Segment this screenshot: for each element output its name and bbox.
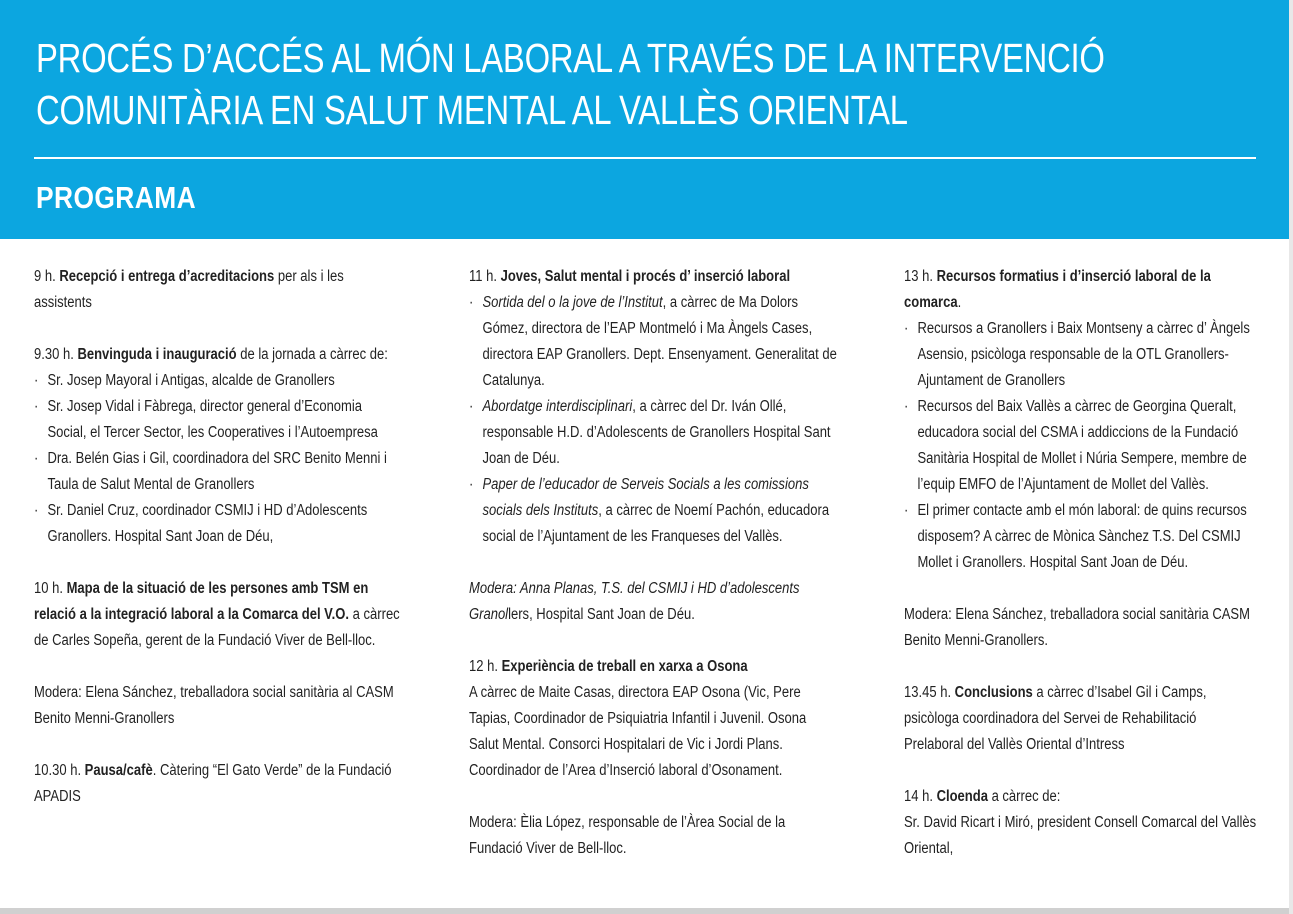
section-title: PROGRAMA (36, 180, 197, 215)
program-column-1 (34, 264, 474, 836)
list-item: · Sr. Daniel Cruz, coordinador CSMIJ i HD d’Adolescents Granollers. Hospital Sant Joan de Déu, (34, 498, 404, 550)
item-text: . Càtering “El Gato Verde” de la Fundació APADIS (34, 762, 392, 805)
page-header (0, 0, 1289, 239)
program-item (904, 784, 1257, 862)
item-title: Conclusions (954, 684, 1033, 701)
program-item (34, 342, 404, 550)
page-title: PROCÉS D’ACCÉS AL MÓN LABORAL A TRAVÉS DE LA INTERVENCIÓ COMUNITÀRIA EN SALUT MENTAL AL VALLÈS ORIENTAL (36, 35, 1105, 133)
item-text: a càrrec de: (987, 788, 1061, 805)
list-item: · El primer contacte amb el món laboral: de quins recursos disposem? A càrrec de Mònica Sànchez T.S. Del CSMIJ Mollet i Granollers. Hospital Sant Joan de Déu. (904, 498, 1257, 576)
talk-title: Abordatge interdisciplinari (482, 398, 633, 415)
item-time: 13.45 h. (904, 684, 955, 701)
list-item: · Dra. Belén Gias i Gil, coordinadora del SRC Benito Menni i Taula de Salut Mental de Granollers (34, 446, 404, 498)
moderator-note: Modera: Èlia López, responsable de l’Àrea Social de la Fundació Viver de Bell-lloc. (469, 814, 786, 857)
talk-speaker: , a càrrec de Ma Dolors Gómez, directora de l’EAP Montmeló i Ma Àngels Cases, directora EAP Granollers. Dept. Ensenyament. Generalitat de Catalunya. (482, 294, 837, 389)
page-edge (1289, 0, 1293, 914)
item-title: Cloenda (936, 788, 988, 805)
item-title: Pausa/cafè (84, 762, 153, 779)
item-title: Experiència de treball en xarxa a Osona (501, 658, 748, 675)
item-time: 9 h. (34, 268, 60, 285)
list-item (469, 394, 839, 472)
list-item: · Recursos a Granollers i Baix Montseny a càrrec d’ Àngels Asensio, psicòloga responsable de la OTL Granollers-Ajuntament de Granollers (904, 316, 1257, 394)
program-column-3 (904, 264, 1293, 888)
item-text: a càrrec de Carles Sopeña, gerent de la Fundació Viver de Bell-lloc. (34, 606, 400, 649)
moderator-note: Modera: Elena Sánchez, treballadora social sanitària CASM Benito Menni-Granollers. (904, 606, 1250, 649)
talk-speaker: , a càrrec del Dr. Iván Ollé, responsable H.D. d’Adolescents de Granollers Hospital Sant Joan de Déu. (482, 398, 831, 467)
speaker-list (34, 368, 404, 550)
program-column-2 (469, 264, 909, 888)
talk-title: Paper de l’educador de Serveis Socials a les comissions socials dels Instituts (482, 476, 809, 519)
talk-speaker: , a càrrec de Noemí Pachón, educadora social de l’Ajuntament de les Franqueses del Vallès. (482, 502, 830, 545)
program-item (34, 758, 404, 810)
item-text: A càrrec de Maite Casas, directora EAP Osona (Vic, Pere Tapias, Coordinador de Psiquiatria Infantil i Juvenil. Osona Salut Mental. Consorci Hospitalari de Vic i Jordi Plans. Coordinador de l’Area d’Inserció laboral d’Osonament. (469, 684, 807, 779)
item-time: 10 h. (34, 580, 67, 597)
item-text: Sr. David Ricart i Miró, president Consell Comarcal del Vallès Oriental, (904, 814, 1257, 857)
horizontal-scrollbar[interactable] (0, 908, 1289, 914)
item-time: 14 h. (904, 788, 937, 805)
item-time: 11 h. (469, 268, 501, 285)
item-title: Benvinguda i inauguració (77, 346, 237, 363)
item-title: Recursos formatius i d’inserció laboral de la comarca (904, 268, 1211, 311)
program-item (469, 264, 839, 550)
item-time: 12 h. (469, 658, 502, 675)
program-item (469, 654, 839, 784)
talk-title: Sortida del o la jove de l’Institut (482, 294, 663, 311)
list-item (469, 472, 839, 550)
item-time: 9.30 h. (34, 346, 78, 363)
item-text: a càrrec d’Isabel Gil i Camps, psicòloga coordinadora del Servei de Rehabilitació Prelaboral del Vallès Oriental d’Intress (904, 684, 1207, 753)
program-item (904, 680, 1257, 758)
list-item: · Sr. Josep Vidal i Fàbrega, director general d’Economia Social, el Tercer Sector, les Cooperatives i l’Autoempresa (34, 394, 404, 446)
header-divider (34, 157, 1256, 159)
item-title: Mapa de la situació de les persones amb TSM en relació a la integració laboral a la Comarca del V.O. (34, 580, 369, 623)
moderator-note: Modera: Anna Planas, T.S. del CSMIJ i HD d’adolescents Granollers, Hospital Sant Joan de Déu. (469, 580, 800, 623)
list-item: · Sr. Josep Mayoral i Antigas, alcalde de Granollers (34, 368, 404, 394)
program-item (34, 264, 404, 316)
item-text: . (957, 294, 962, 311)
item-text: de la jornada a càrrec de: (236, 346, 388, 363)
program-item (904, 264, 1257, 576)
item-time: 13 h. (904, 268, 937, 285)
item-time: 10.30 h. (34, 762, 85, 779)
moderator-note: Modera: Elena Sánchez, treballadora social sanitària al CASM Benito Menni-Granollers (34, 684, 394, 727)
talk-list (469, 290, 839, 550)
item-title: Recepció i entrega d’acreditacions (59, 268, 275, 285)
item-title: Joves, Salut mental i procés d’ inserció laboral (500, 268, 791, 285)
resource-list (904, 316, 1257, 576)
program-item (34, 576, 404, 654)
list-item: · Recursos del Baix Vallès a càrrec de Georgina Queralt, educadora social del CSMA i addiccions de la Fundació Sanitària Hospital de Mollet i Núria Sempere, membre de l’equip EMFO de l’Ajuntament de Mollet del Vallès. (904, 394, 1257, 498)
item-text: per als i les assistents (34, 268, 344, 311)
list-item (469, 290, 839, 394)
